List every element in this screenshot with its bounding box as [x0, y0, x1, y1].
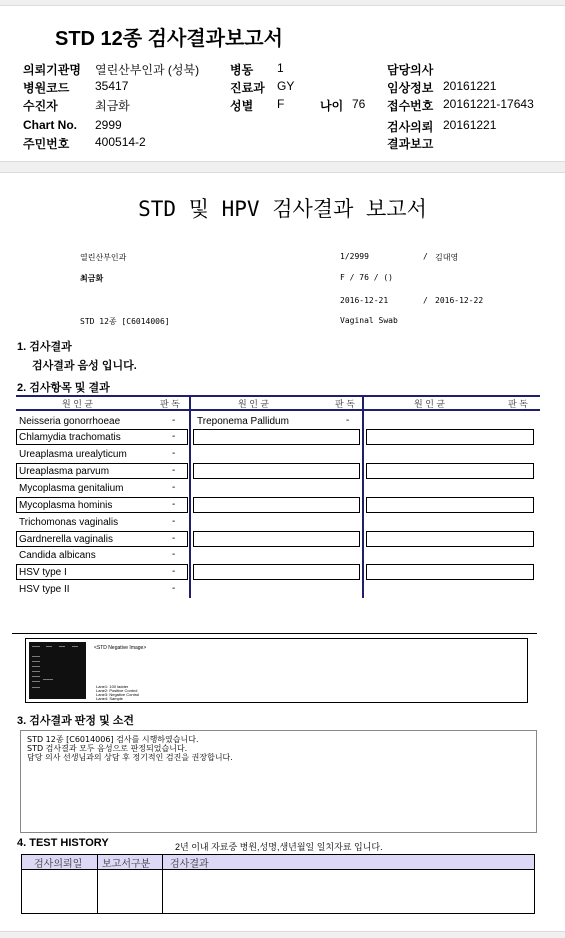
report-body: [0, 173, 565, 938]
organism-name: Mycoplasma genitalium: [19, 483, 124, 494]
label-receipt-no: 접수번호: [387, 99, 434, 113]
organism-result: -: [172, 549, 176, 560]
section-1-result: 검사결과 음성 입니다.: [32, 360, 137, 372]
organism-name: Gardnerella vaginalis: [19, 534, 113, 545]
empty-result-box: [193, 497, 360, 513]
empty-result-box: [366, 564, 534, 580]
organism-result: -: [172, 499, 176, 510]
label-doctor: 담당의사: [387, 63, 434, 77]
report-title: STD 및 HPV 검사결과 보고서: [138, 197, 427, 221]
organism-name: Treponema Pallidum: [197, 416, 289, 427]
report-header: [0, 6, 565, 161]
opinion-box: [20, 730, 537, 833]
empty-result-box: [366, 497, 534, 513]
opinion-line: STD 12종 [C6014006] 검사를 시행하였습니다.: [27, 735, 199, 744]
label-sex: 성별: [230, 99, 254, 113]
table-top-rule: [16, 395, 540, 397]
section-2-title: 2. 검사항목 및 결과: [17, 382, 110, 394]
section-separator: [0, 161, 565, 173]
organism-name: Neisseria gonorrhoeae: [19, 416, 121, 427]
value-patient: 최금화: [95, 99, 130, 113]
report-sex-age: F / 76 / (): [340, 273, 393, 282]
label-institution: 의뢰기관명: [23, 63, 81, 77]
report-doctor: 김대영: [435, 253, 459, 262]
organism-name: Chlamydia trachomatis: [19, 432, 121, 443]
organism-name: Candida albicans: [19, 550, 96, 561]
label-hospital-code: 병원코드: [23, 81, 70, 95]
label-result-report: 결과보고: [387, 137, 434, 151]
empty-result-box: [366, 463, 534, 479]
gel-legend-line: Lane2: Positive Control: [96, 688, 138, 693]
organism-result: -: [172, 482, 176, 493]
gel-legend-line: Lane1: 100 ladder: [96, 684, 129, 689]
gel-legend-line: Lane3: Negative Control: [96, 692, 140, 697]
report-hospital: 열린산부인과: [80, 253, 127, 262]
value-sex: F: [277, 97, 285, 111]
value-ward: 1: [277, 61, 284, 75]
organism-result: -: [172, 533, 176, 544]
report-date-sep: /: [423, 296, 428, 305]
history-table: [21, 854, 535, 914]
table-header-rule: [16, 409, 540, 411]
gel-legend-line: Lane4: Sample: [96, 696, 123, 701]
section-4-title: 4. TEST HISTORY: [17, 837, 109, 849]
history-col-test-result: 검사결과: [170, 859, 209, 870]
col1-pathogen-header: 원 인 균: [62, 399, 94, 409]
report-specimen: Vaginal Swab: [340, 316, 398, 325]
value-institution: 열린산부인과 (성북): [95, 63, 200, 77]
label-clinical-info: 임상정보: [387, 81, 434, 95]
empty-result-box: [193, 564, 360, 580]
gel-image-legend: [96, 685, 139, 701]
value-receipt-no: 20161221-17643: [443, 97, 534, 111]
organism-result: -: [172, 516, 176, 527]
value-clinical-info: 20161221: [443, 79, 497, 93]
empty-result-box: [193, 463, 360, 479]
empty-result-box: [366, 531, 534, 547]
history-table-header: [22, 855, 534, 870]
organism-result: -: [172, 431, 176, 442]
section-3-title: 3. 검사결과 판정 및 소견: [17, 715, 135, 727]
organism-result: -: [172, 583, 176, 594]
col3-pathogen-header: 원 인 균: [414, 399, 446, 409]
gel-image-title: <STD Negative Image>: [94, 645, 147, 651]
label-test-request: 검사의뢰: [387, 120, 434, 134]
report-test-name: STD 12종 [C6014006]: [80, 317, 170, 326]
empty-result-box: [193, 429, 360, 445]
history-col-report-type: 보고서구분: [102, 859, 151, 870]
history-note: 2년 이내 자료중 병원,성명,생년월일 일치자료 입니다.: [175, 842, 383, 852]
gel-image-panel: [25, 638, 528, 703]
image-divider: [12, 633, 537, 634]
empty-result-box: [366, 429, 534, 445]
value-chart-no: 2999: [95, 118, 122, 132]
history-col-request-date: 검사의뢰일: [34, 859, 83, 870]
col2-pathogen-header: 원 인 균: [238, 399, 270, 409]
organism-result: -: [172, 448, 176, 459]
report-date-from: 2016-12-21: [340, 296, 389, 305]
empty-result-box: [193, 531, 360, 547]
organism-name: HSV type I: [19, 567, 67, 578]
label-chart-no: Chart No.: [23, 118, 77, 132]
opinion-line: STD 검사결과 모두 음성으로 판정되었습니다.: [27, 744, 188, 753]
history-col-divider: [97, 855, 98, 913]
organism-name: Ureaplasma parvum: [19, 466, 110, 477]
organism-result: -: [172, 465, 176, 476]
label-ward: 병동: [230, 63, 254, 77]
organism-name: Mycoplasma hominis: [19, 500, 113, 511]
label-resident-no: 주민번호: [23, 137, 70, 151]
organism-name: Ureaplasma urealyticum: [19, 449, 127, 460]
label-patient: 수진자: [23, 99, 58, 113]
column-divider-1: [189, 395, 191, 598]
bottom-border: [0, 931, 565, 938]
label-age: 나이: [320, 99, 344, 113]
organism-name: Trichomonas vaginalis: [19, 517, 119, 528]
organism-result: -: [346, 415, 350, 426]
section-1-title: 1. 검사결과: [17, 341, 72, 353]
organism-result: -: [172, 415, 176, 426]
history-col-divider: [162, 855, 163, 913]
value-test-request: 20161221: [443, 118, 497, 132]
gel-electrophoresis-image: [29, 642, 86, 699]
value-hospital-code: 35417: [95, 79, 129, 93]
value-resident-no: 400514-2: [95, 135, 146, 149]
page-title: STD 12종 검사결과보고서: [55, 28, 283, 50]
organism-result: -: [172, 566, 176, 577]
label-department: 진료과: [230, 81, 265, 95]
report-doctor-sep: /: [423, 252, 428, 261]
col2-judgement-header: 판 독: [335, 399, 355, 409]
col1-judgement-header: 판 독: [160, 399, 180, 409]
organism-name: HSV type II: [19, 584, 70, 595]
col3-judgement-header: 판 독: [508, 399, 528, 409]
report-date-to: 2016-12-22: [435, 296, 484, 305]
report-chart-no: 1/2999: [340, 252, 369, 261]
value-age: 76: [352, 97, 366, 111]
opinion-line: 담당 의사 선생님과의 상담 후 정기적인 검진을 권장합니다.: [27, 753, 233, 762]
report-patient: 최금화: [80, 274, 104, 283]
column-divider-2: [362, 395, 364, 598]
value-department: GY: [277, 79, 295, 93]
